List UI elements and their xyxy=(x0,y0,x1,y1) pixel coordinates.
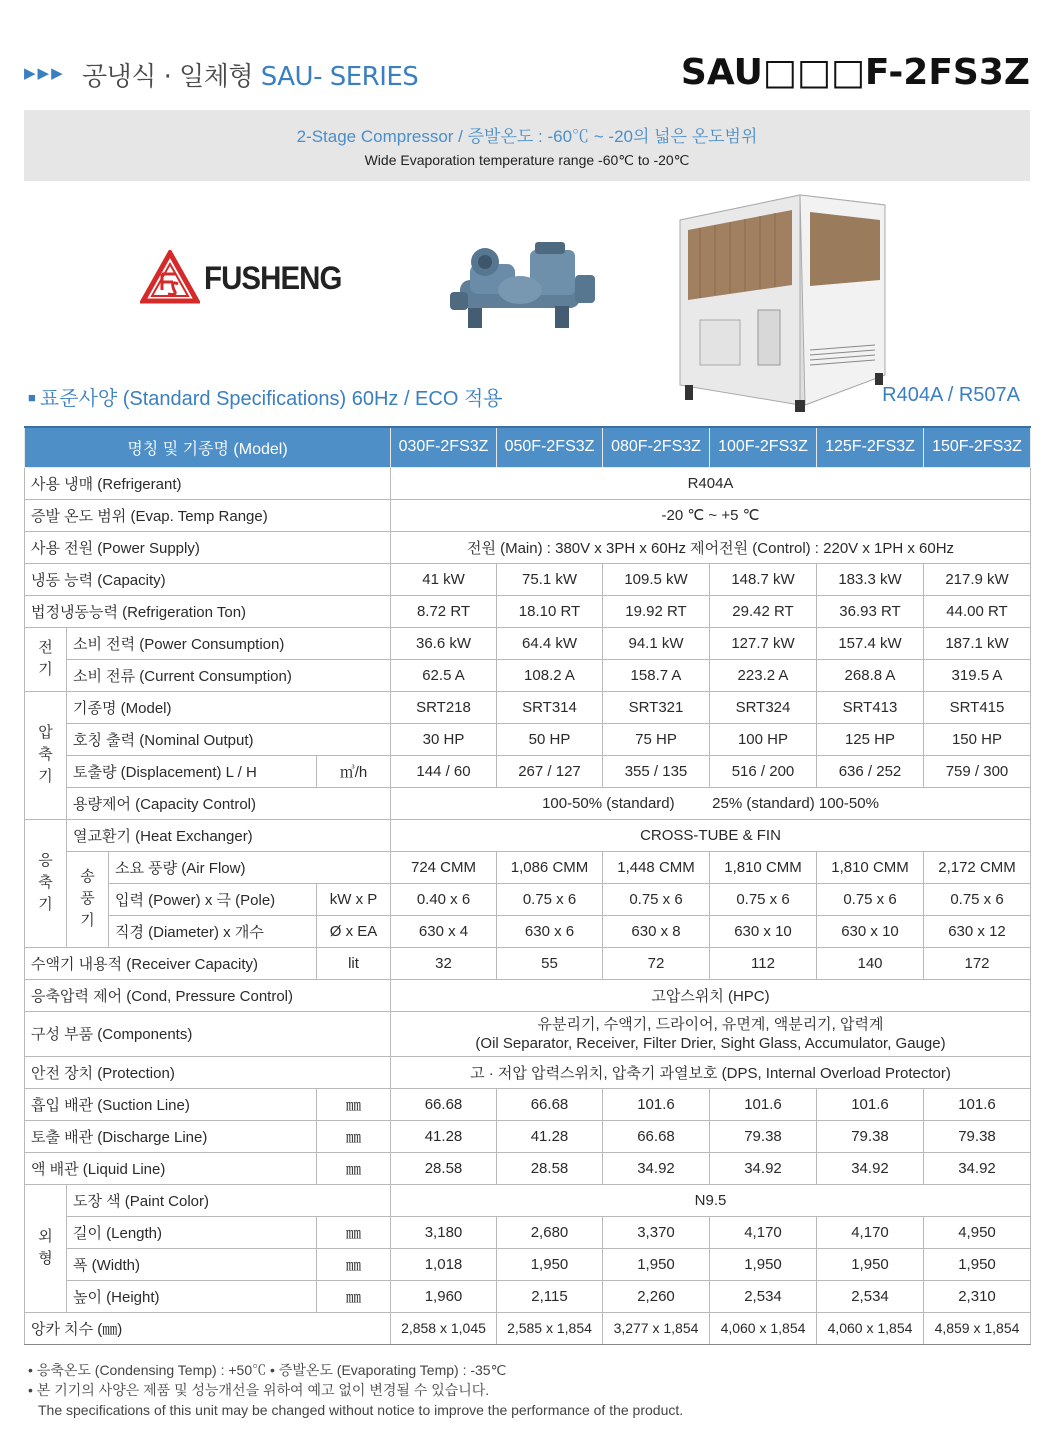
row-value: CROSS-TUBE & FIN xyxy=(391,819,1031,851)
cell: 1,950 xyxy=(924,1248,1031,1280)
cell: 34.92 xyxy=(924,1152,1031,1184)
cell: 127.7 kW xyxy=(710,627,817,659)
cell: 1,960 xyxy=(391,1280,497,1312)
cell: 157.4 kW xyxy=(817,627,924,659)
cell: 630 x 10 xyxy=(817,915,924,947)
table-row xyxy=(25,755,1031,787)
cell: 630 x 10 xyxy=(710,915,817,947)
table-row xyxy=(25,787,1031,819)
group-electric xyxy=(25,627,67,691)
cell: 158.7 A xyxy=(603,659,710,691)
row-label: 안전 장치 (Protection) xyxy=(25,1056,391,1088)
row-label: 소비 전류 (Current Consumption) xyxy=(67,659,391,691)
header-model: 030F-2FS3Z xyxy=(391,427,497,467)
table-row xyxy=(25,1312,1031,1344)
row-label: 응축압력 제어 (Cond, Pressure Control) xyxy=(25,979,391,1011)
cell: 4,060 x 1,854 xyxy=(710,1312,817,1344)
group-fan xyxy=(67,851,109,947)
fusheng-emblem-icon xyxy=(140,250,200,306)
table-row xyxy=(25,1248,1031,1280)
cell: 267 / 127 xyxy=(497,755,603,787)
table-row xyxy=(25,1056,1031,1088)
note-line: • 응축온도 (Condensing Temp) : +50℃ • 증발온도 (Evaporating Temp) : -35℃ xyxy=(28,1362,507,1378)
row-label: 토출량 (Displacement) L / H xyxy=(67,755,317,787)
row-label: 도장 색 (Paint Color) xyxy=(67,1184,391,1216)
unit-cell: lit xyxy=(317,947,391,979)
cell: 100 HP xyxy=(710,723,817,755)
cell: 66.68 xyxy=(497,1088,603,1120)
table-row xyxy=(25,627,1031,659)
cell: 109.5 kW xyxy=(603,563,710,595)
cell: 0.40 x 6 xyxy=(391,883,497,915)
table-row xyxy=(25,467,1031,499)
cell: 3,277 x 1,854 xyxy=(603,1312,710,1344)
row-label: 토출 배관 (Discharge Line) xyxy=(25,1120,317,1152)
row-value: 100-50% (standard) 25% (standard) 100-50% xyxy=(391,787,1031,819)
series-title xyxy=(82,56,418,93)
table-row xyxy=(25,531,1031,563)
unit-cell: ㎥/h xyxy=(317,755,391,787)
cell: 101.6 xyxy=(924,1088,1031,1120)
group-label: 송 풍 기 xyxy=(80,868,95,929)
cell: 75.1 kW xyxy=(497,563,603,595)
cell: 2,260 xyxy=(603,1280,710,1312)
cell: 1,950 xyxy=(710,1248,817,1280)
cell: 630 x 6 xyxy=(497,915,603,947)
table-header-row xyxy=(25,427,1031,467)
table-row xyxy=(25,819,1031,851)
page-header xyxy=(24,50,1030,100)
group-exterior xyxy=(25,1184,67,1312)
row-label: 입력 (Power) x 극 (Pole) xyxy=(109,883,317,915)
square-bullet-icon: ■ xyxy=(28,390,36,405)
cell: 516 / 200 xyxy=(710,755,817,787)
row-label: 냉동 능력 (Capacity) xyxy=(25,563,391,595)
cell: 18.10 RT xyxy=(497,595,603,627)
table-row xyxy=(25,883,1031,915)
unit-cell: kW x P xyxy=(317,883,391,915)
cell: 55 xyxy=(497,947,603,979)
row-value: -20 ℃ ~ +5 ℃ xyxy=(391,499,1031,531)
cell: SRT413 xyxy=(817,691,924,723)
row-label: 소요 풍량 (Air Flow) xyxy=(109,851,391,883)
cell: 3,370 xyxy=(603,1216,710,1248)
cell: 8.72 RT xyxy=(391,595,497,627)
cell: 4,170 xyxy=(817,1216,924,1248)
table-row xyxy=(25,1152,1031,1184)
temperature-banner xyxy=(24,110,1030,181)
title-ko: 공냉식 · 일체형 xyxy=(82,62,253,92)
cell: 630 x 12 xyxy=(924,915,1031,947)
row-value xyxy=(391,1011,1031,1056)
section-title-text: 표준사양 (Standard Specifications) 60Hz / ECO 적용 xyxy=(39,388,503,410)
row-label: 용량제어 (Capacity Control) xyxy=(67,787,391,819)
cell: 44.00 RT xyxy=(924,595,1031,627)
cell: 150 HP xyxy=(924,723,1031,755)
cell: 724 CMM xyxy=(391,851,497,883)
cell: 268.8 A xyxy=(817,659,924,691)
cell: 183.3 kW xyxy=(817,563,924,595)
cell: 34.92 xyxy=(603,1152,710,1184)
row-label: 앙카 치수 (㎜) xyxy=(25,1312,391,1344)
row-label: 액 배관 (Liquid Line) xyxy=(25,1152,317,1184)
footnotes xyxy=(28,1360,683,1420)
header-model: 125F-2FS3Z xyxy=(817,427,924,467)
banner-line-en: Wide Evaporation temperature range -60℃ to -20℃ xyxy=(364,152,690,168)
cell: 355 / 135 xyxy=(603,755,710,787)
row-value: N9.5 xyxy=(391,1184,1031,1216)
row-label: 소비 전력 (Power Consumption) xyxy=(67,627,391,659)
row-label: 길이 (Length) xyxy=(67,1216,317,1248)
row-label: 기종명 (Model) xyxy=(67,691,391,723)
components-en: (Oil Separator, Receiver, Filter Drier, Sight Glass, Accumulator, Gauge) xyxy=(475,1034,946,1052)
group-label: 외 형 xyxy=(38,1228,53,1267)
logo-text: FUSHENG xyxy=(204,260,342,296)
cell: 94.1 kW xyxy=(603,627,710,659)
table-row xyxy=(25,947,1031,979)
table-row xyxy=(25,563,1031,595)
row-value: 전원 (Main) : 380V x 3PH x 60Hz 제어전원 (Control) : 220V x 1PH x 60Hz xyxy=(391,531,1031,563)
header-model: 080F-2FS3Z xyxy=(603,427,710,467)
group-label: 전 기 xyxy=(38,639,53,678)
row-label: 구성 부품 (Components) xyxy=(25,1011,391,1056)
cell: 2,310 xyxy=(924,1280,1031,1312)
table-row xyxy=(25,1120,1031,1152)
row-label: 수액기 내용적 (Receiver Capacity) xyxy=(25,947,317,979)
cell: 36.6 kW xyxy=(391,627,497,659)
cell: 32 xyxy=(391,947,497,979)
title-series: SAU- SERIES xyxy=(260,62,419,92)
table-row xyxy=(25,979,1031,1011)
unit-cell: ㎜ xyxy=(317,1152,391,1184)
cell: SRT321 xyxy=(603,691,710,723)
table-row xyxy=(25,499,1031,531)
table-row xyxy=(25,1216,1031,1248)
table-row xyxy=(25,1280,1031,1312)
cell: 125 HP xyxy=(817,723,924,755)
cell: 66.68 xyxy=(603,1120,710,1152)
table-row xyxy=(25,691,1031,723)
cell: 172 xyxy=(924,947,1031,979)
cell: 41.28 xyxy=(497,1120,603,1152)
row-label: 흡입 배관 (Suction Line) xyxy=(25,1088,317,1120)
cell: 2,585 x 1,854 xyxy=(497,1312,603,1344)
cell: 217.9 kW xyxy=(924,563,1031,595)
cell: 66.68 xyxy=(391,1088,497,1120)
table-row xyxy=(25,1011,1031,1056)
cell: 28.58 xyxy=(391,1152,497,1184)
cell: SRT415 xyxy=(924,691,1031,723)
cell: 34.92 xyxy=(710,1152,817,1184)
cell: 34.92 xyxy=(817,1152,924,1184)
cell: 2,858 x 1,045 xyxy=(391,1312,497,1344)
row-label: 사용 냉매 (Refrigerant) xyxy=(25,467,391,499)
cell: 2,680 xyxy=(497,1216,603,1248)
header-model-label: 명칭 및 기종명 (Model) xyxy=(25,427,391,467)
unit-cell: ㎜ xyxy=(317,1216,391,1248)
row-label: 높이 (Height) xyxy=(67,1280,317,1312)
cell: 1,448 CMM xyxy=(603,851,710,883)
unit-cell: ㎜ xyxy=(317,1120,391,1152)
unit-cell: ㎜ xyxy=(317,1088,391,1120)
cell: 4,060 x 1,854 xyxy=(817,1312,924,1344)
table-row xyxy=(25,723,1031,755)
cell: 64.4 kW xyxy=(497,627,603,659)
header-model: 150F-2FS3Z xyxy=(924,427,1031,467)
table-row xyxy=(25,659,1031,691)
group-label: 압 축 기 xyxy=(38,724,53,785)
cell: 1,810 CMM xyxy=(710,851,817,883)
row-value: 고압스위치 (HPC) xyxy=(391,979,1031,1011)
row-label: 호칭 출력 (Nominal Output) xyxy=(67,723,391,755)
cell: 75 HP xyxy=(603,723,710,755)
cell: 72 xyxy=(603,947,710,979)
model-code: SAU□□□F-2FS3Z xyxy=(680,52,1030,93)
header-model: 100F-2FS3Z xyxy=(710,427,817,467)
cell: 4,950 xyxy=(924,1216,1031,1248)
condensing-unit-image xyxy=(670,190,900,420)
spec-table xyxy=(24,426,1031,1345)
cell: 3,180 xyxy=(391,1216,497,1248)
cell: 0.75 x 6 xyxy=(817,883,924,915)
cell: 41.28 xyxy=(391,1120,497,1152)
cell: 2,172 CMM xyxy=(924,851,1031,883)
cell: 144 / 60 xyxy=(391,755,497,787)
row-value: R404A xyxy=(391,467,1031,499)
cell: 1,950 xyxy=(817,1248,924,1280)
cell: 1,086 CMM xyxy=(497,851,603,883)
unit-cell: ㎜ xyxy=(317,1248,391,1280)
row-label: 사용 전원 (Power Supply) xyxy=(25,531,391,563)
table-row xyxy=(25,851,1031,883)
cell: 759 / 300 xyxy=(924,755,1031,787)
cell: 62.5 A xyxy=(391,659,497,691)
table-row xyxy=(25,1088,1031,1120)
cell: 108.2 A xyxy=(497,659,603,691)
table-row xyxy=(25,915,1031,947)
cell: 41 kW xyxy=(391,563,497,595)
cell: 319.5 A xyxy=(924,659,1031,691)
compressor-image xyxy=(440,220,610,340)
row-label: 법정냉동능력 (Refrigeration Ton) xyxy=(25,595,391,627)
banner-line-ko: 2-Stage Compressor / 증발온도 : -60℃ ~ -20의 넓은 온도범위 xyxy=(296,127,758,146)
section-title xyxy=(28,382,503,411)
unit-cell: ㎜ xyxy=(317,1280,391,1312)
cell: 1,810 CMM xyxy=(817,851,924,883)
row-label: 폭 (Width) xyxy=(67,1248,317,1280)
cell: 29.42 RT xyxy=(710,595,817,627)
cell: 19.92 RT xyxy=(603,595,710,627)
note-line: • 본 기기의 사양은 제품 및 성능개선을 위하여 예고 없이 변경될 수 있습니다. xyxy=(28,1382,490,1398)
components-ko: 유분리기, 수액기, 드라이어, 유면계, 액분리기, 압력계 xyxy=(537,1015,884,1033)
cell: 4,859 x 1,854 xyxy=(924,1312,1031,1344)
header-model: 050F-2FS3Z xyxy=(497,427,603,467)
row-label: 직경 (Diameter) x 개수 xyxy=(109,915,317,947)
cell: 1,018 xyxy=(391,1248,497,1280)
row-value: 고 · 저압 압력스위치, 압축기 과열보호 (DPS, Internal Overload Protector) xyxy=(391,1056,1031,1088)
cell: 28.58 xyxy=(497,1152,603,1184)
cell: 148.7 kW xyxy=(710,563,817,595)
cell: 2,115 xyxy=(497,1280,603,1312)
cell: 4,170 xyxy=(710,1216,817,1248)
cell: 79.38 xyxy=(817,1120,924,1152)
cell: 50 HP xyxy=(497,723,603,755)
cell: 0.75 x 6 xyxy=(603,883,710,915)
cell: 30 HP xyxy=(391,723,497,755)
row-label: 열교환기 (Heat Exchanger) xyxy=(67,819,391,851)
group-compressor xyxy=(25,691,67,819)
cell: 112 xyxy=(710,947,817,979)
cell: 636 / 252 xyxy=(817,755,924,787)
group-label: 응 축 기 xyxy=(38,852,53,913)
group-condenser xyxy=(25,819,67,947)
cell: 1,950 xyxy=(603,1248,710,1280)
refrigerant-types: R404A / R507A xyxy=(882,384,1020,406)
cell: 101.6 xyxy=(817,1088,924,1120)
cell: 0.75 x 6 xyxy=(924,883,1031,915)
cell: 630 x 4 xyxy=(391,915,497,947)
fusheng-logo xyxy=(140,250,355,306)
row-label: 증발 온도 범위 (Evap. Temp Range) xyxy=(25,499,391,531)
cell: 101.6 xyxy=(603,1088,710,1120)
cell: SRT314 xyxy=(497,691,603,723)
cell: 2,534 xyxy=(817,1280,924,1312)
note-line: The specifications of this unit may be changed without notice to improve the performance of the product. xyxy=(38,1402,684,1418)
cell: 1,950 xyxy=(497,1248,603,1280)
table-row xyxy=(25,595,1031,627)
arrows-icon: ▶▶▶ xyxy=(24,64,65,82)
cell: 79.38 xyxy=(924,1120,1031,1152)
cell: 187.1 kW xyxy=(924,627,1031,659)
cell: 79.38 xyxy=(710,1120,817,1152)
cell: 630 x 8 xyxy=(603,915,710,947)
cell: 101.6 xyxy=(710,1088,817,1120)
cell: 140 xyxy=(817,947,924,979)
cell: 36.93 RT xyxy=(817,595,924,627)
cell: 2,534 xyxy=(710,1280,817,1312)
cell: SRT218 xyxy=(391,691,497,723)
cell: 0.75 x 6 xyxy=(710,883,817,915)
unit-cell: Ø x EA xyxy=(317,915,391,947)
table-row xyxy=(25,1184,1031,1216)
cell: SRT324 xyxy=(710,691,817,723)
cell: 0.75 x 6 xyxy=(497,883,603,915)
cell: 223.2 A xyxy=(710,659,817,691)
